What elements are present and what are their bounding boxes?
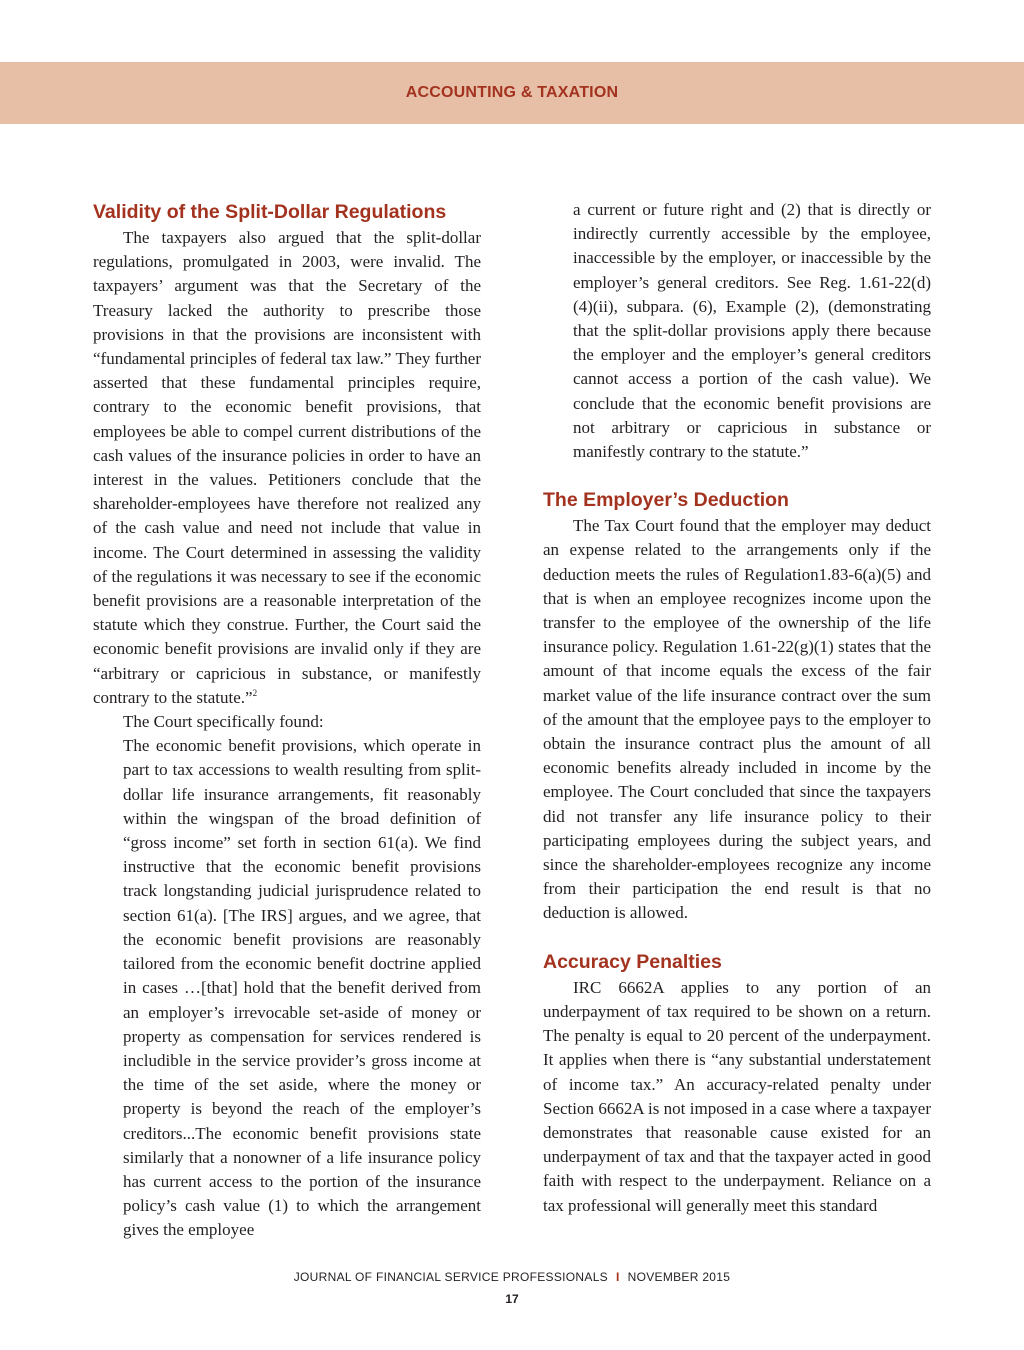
footer-separator: I	[615, 1270, 620, 1284]
body-paragraph: The Court specifically found:	[123, 712, 324, 732]
section-banner	[0, 62, 1024, 124]
block-quote-continued: a current or future right and (2) that is directly or indirectly currently accessible by the employee, inaccessible by the employer, or inaccessible by the employer’s general creditors. See Reg. 1.61-22(d)(4)(ii), subpara. (6), Example (2), (demonstrating that the split-dollar provisions apply there because the employer and the employer’s general creditors cannot access a portion of the cash value). We conclude that the economic benefit provisions are not arbitrary or capricious in substance or manifestly contrary to the statute.”	[573, 200, 931, 462]
heading-accuracy-penalties: Accuracy Penalties	[543, 950, 722, 973]
issue-date: NOVEMBER 2015	[627, 1270, 731, 1284]
section-title: ACCOUNTING & TAXATION	[405, 84, 619, 101]
block-quote: The economic benefit provisions, which operate in part to tax accessions to wealth resulting from split-dollar life insurance arrangements, fit reasonably within the wingspan of the broad definition of “gross income” set forth in section 61(a). We find instructive that the economic benefit provisions track longstanding judicial jurisprudence related to section 61(a). [The IRS] argues, and we agree, that the economic benefit provisions are reasonably tailored from the economic benefit doctrine applied in cases …[that] hold that the benefit derived from an employer’s irrevocable set-aside of money or property as compensation for services rendered is includible in the service provider’s gross income at the time of the set aside, where the money or property is beyond the reach of the employer’s creditors...The economic benefit provisions state similarly that a nonowner of a life insurance policy has current access to the portion of the insurance policy’s cash value (1) to which the arrangement gives the employee	[123, 736, 481, 1240]
right-column	[543, 198, 931, 1218]
journal-name: JOURNAL OF FINANCIAL SERVICE PROFESSIONALS	[293, 1270, 608, 1284]
body-paragraph: The Tax Court found that the employer may deduct an expense related to the arrangements only if the deduction meets the rules of Regulation1.83-6(a)(5) and that is when an employee recognizes income upon the transfer to the employee of the ownership of the life insurance policy. Regulation 1.61-22(g)(1) states that the amount of that income equals the excess of the fair market value of the life insurance contract over the sum of the amount that the employee pays to the employer to obtain the insurance contract plus the amount of all economic benefits already included in income by the employee. The Court concluded that since the taxpayers did not transfer any life insurance policy to their participating employees during the subject years, and since the shareholder-employees recognize any income from their participation the end result is that no deduction is allowed.	[543, 516, 931, 923]
heading-employer-deduction: The Employer’s Deduction	[543, 489, 789, 512]
body-paragraph: The taxpayers also argued that the split-dollar regulations, promulgated in 2003, were invalid. The taxpayers’ argument was that the Secretary of the Treasury lacked the authority to prescribe those provisions in that the provisions are inconsistent with “fundamental principles of federal tax law.” They further asserted that these fundamental principles require, contrary to the economic benefit provisions, that employees be able to compel current distributions of the cash values of the insurance policies in order to have an interest in the values. Petitioners conclude that the shareholder-employees have therefore not realized any of the cash value and need not include that value in income. The Court determined in assessing the validity of the regulations it was necessary to see if the economic benefit provisions are a reasonable interpretation of the statute which they construe. Further, the Court said the economic benefit provisions are invalid only if they are “arbitrary or capricious in substance, or manifestly contrary to the statute.”$^2$	[93, 228, 481, 707]
page-footer	[0, 1270, 1024, 1284]
page-number: 17	[505, 1292, 519, 1306]
heading-validity: Validity of the Split-Dollar Regulations	[93, 201, 447, 223]
left-column	[93, 198, 481, 1243]
body-paragraph: IRC 6662A applies to any portion of an underpayment of tax required to be shown on a return. The penalty is equal to 20 percent of the underpayment. It applies when there is “any substantial understatement of income tax.” An accuracy-related penalty under Section 6662A is not imposed in a case where a taxpayer demonstrates that reasonable cause existed for an underpayment of tax and that the taxpayer acted in good faith with respect to the underpayment. Reliance on a tax professional will generally meet this standard	[543, 977, 931, 1215]
footnote-ref: 2	[252, 687, 258, 698]
